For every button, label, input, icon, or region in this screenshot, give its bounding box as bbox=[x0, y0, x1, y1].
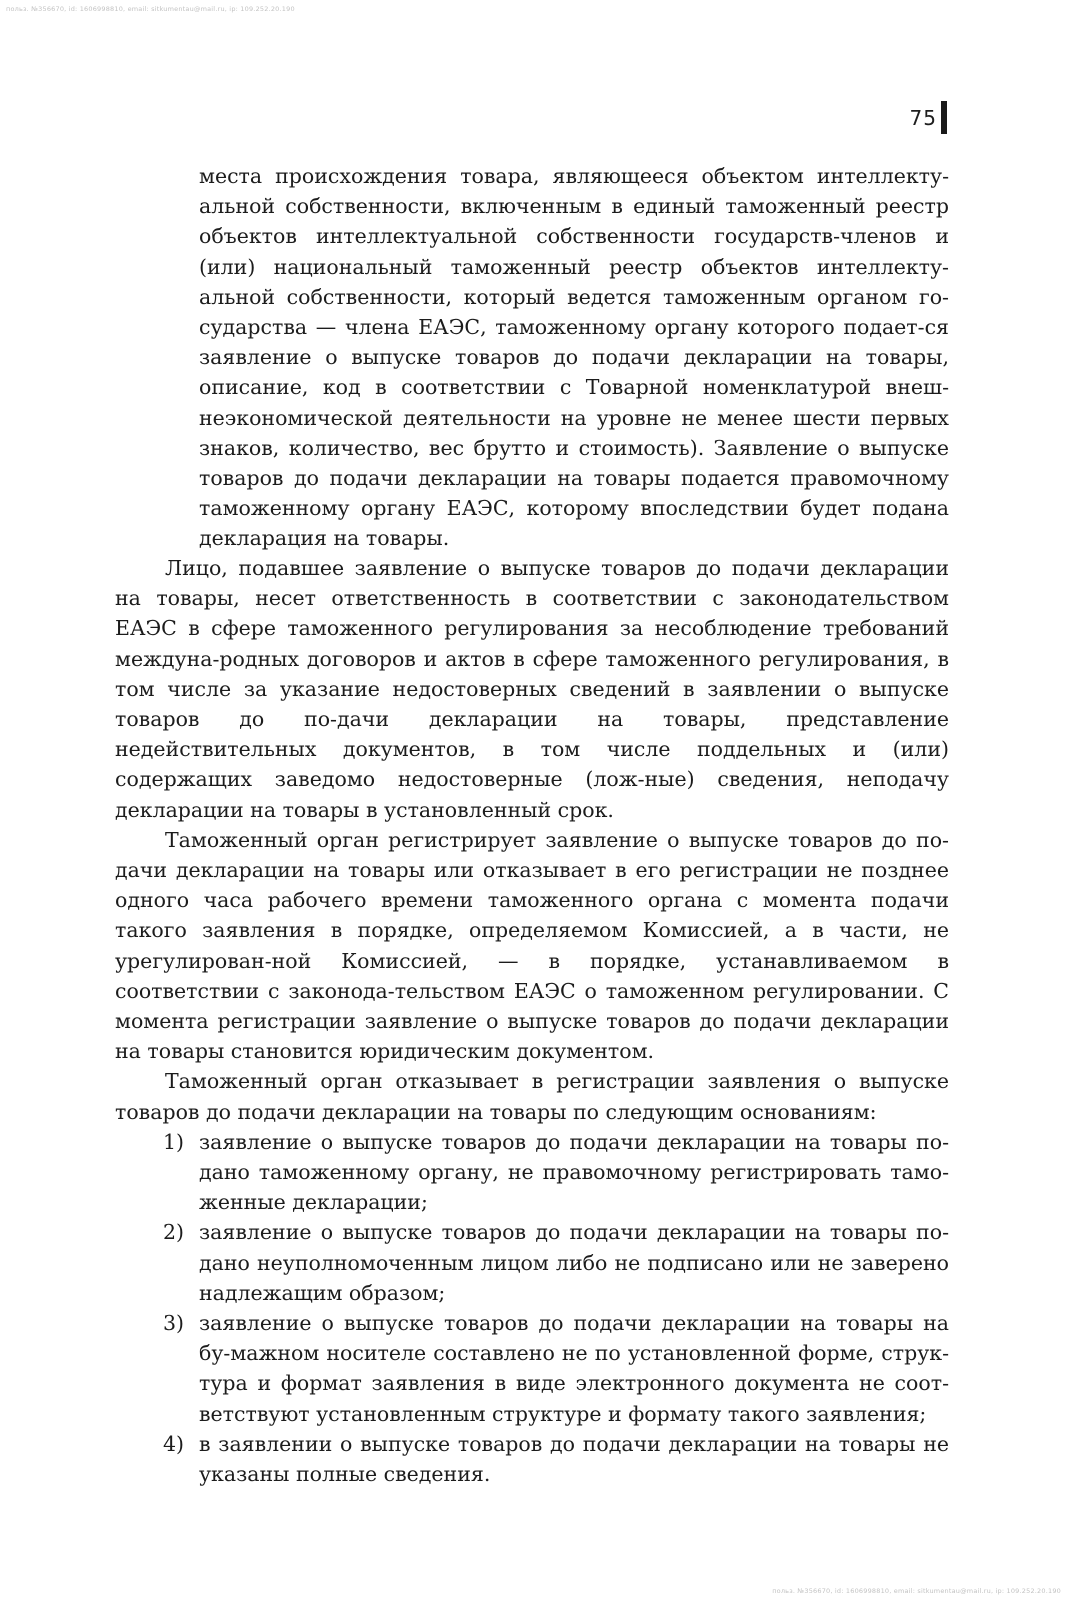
continuation-paragraph: места происхождения товара, являющееся объектом интеллекту-альной собственности, включенным в единый таможенный реестр объектов интеллектуальной собственности государств-членов и (или) национальный таможенный реестр объектов интеллекту-альной собственности, который ведется таможенным органом го-сударства — члена ЕАЭС, таможенному органу которого подает-ся заявление о выпуске товаров до подачи декларации на товары, описание, код в соответствии с Товарной номенклатурой внеш-неэкономической деятельности на уровне не менее шести первых знаков, количество, вес брутто и стоимость). Заявление о выпуске товаров до подачи декларации на товары подается правомочному таможенному органу ЕАЭС, которому впоследствии будет подана декларация на товары. bbox=[199, 164, 949, 551]
paragraph-refusal-intro: Таможенный орган отказывает в регистрации заявления о выпуске товаров до подачи декларации на товары по следующим основаниям: bbox=[115, 1069, 949, 1124]
list-item bbox=[115, 1127, 949, 1218]
continuation-block bbox=[199, 161, 949, 554]
paragraph-registration: Таможенный орган регистрирует заявление о выпуске товаров до по-дачи декларации на товары или отказывает в его регистрации не позднее одного часа рабочего времени таможенного органа с момента подачи такого заявления в порядке, определяемом Комиссией, а в части, не урегулирован-ной Комиссией, — в порядке, устанавливаемом в соответствии с законода-тельством ЕАЭС о таможенном регулировании. С момента регистрации заявление о выпуске товаров до подачи декларации на товары становится юридическим документом. bbox=[115, 827, 949, 1064]
list-item-number: 3) bbox=[163, 1311, 185, 1336]
page-number-bar bbox=[941, 101, 947, 134]
watermark-bottom: польз. №356670, id: 1606998810, email: sitkumentau@mail.ru, ip: 109.252.20.190 bbox=[772, 1587, 1061, 1595]
list-item-text: в заявлении о выпуске товаров до подачи декларации на товары не указаны полные сведения. bbox=[199, 1431, 949, 1487]
page-number: 75 bbox=[909, 106, 937, 130]
refusal-grounds-list bbox=[115, 1127, 949, 1489]
list-item-number: 1) bbox=[163, 1129, 185, 1154]
watermark-top: польз. №356670, id: 1606998810, email: sitkumentau@mail.ru, ip: 109.252.20.190 bbox=[6, 5, 295, 13]
list-item bbox=[115, 1429, 949, 1489]
list-item-number: 2) bbox=[163, 1220, 185, 1245]
list-item-text: заявление о выпуске товаров до подачи декларации на товары по-дано таможенному органу, не правомочному регистрировать тамо-женные декларации; bbox=[199, 1129, 949, 1215]
paragraph-liability: Лицо, подавшее заявление о выпуске товаров до подачи декларации на товары, несет ответственность в соответствии с законодательством ЕАЭС в сфере таможенного регулирования за несоблюдение требований междуна-родных договоров и актов в сфере таможенного регулирования, в том числе за указание недостоверных сведений в заявлении о выпуске товаров до по-дачи декларации на товары, представление недействительных документов, в том числе поддельных и (или) содержащих заведомо недостоверные (лож-ные) сведения, неподачу декларации на товары в установленный срок. bbox=[115, 556, 949, 822]
list-item-text: заявление о выпуске товаров до подачи декларации на товары на бу-мажном носителе составлено не по установленной форме, струк-тура и формат заявления в виде электронного документа не соот-ветствуют установленным структуре и формату такого заявления; bbox=[199, 1311, 949, 1426]
list-item bbox=[115, 1308, 949, 1429]
list-item bbox=[115, 1217, 949, 1308]
list-item-text: заявление о выпуске товаров до подачи декларации на товары по-дано неуполномоченным лицом либо не подписано или не заверено надлежащим образом; bbox=[199, 1220, 949, 1305]
main-text bbox=[115, 553, 949, 1489]
list-item-number: 4) bbox=[163, 1431, 185, 1456]
